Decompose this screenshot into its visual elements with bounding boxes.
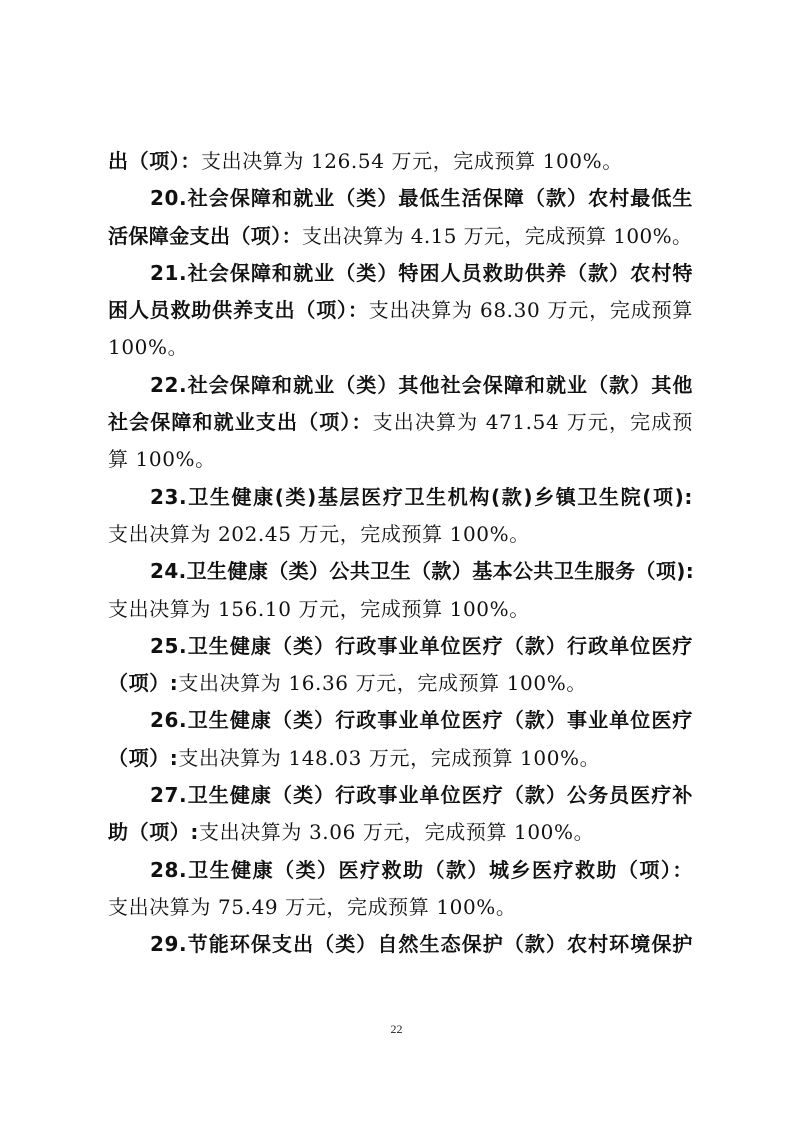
text-line [108,218,693,255]
line-heading: 社会保障和就业支出（项）： [108,410,373,435]
line-heading: 29.节能环保支出（类）自然生态保护（款）农村环境保护 [150,932,693,957]
line-heading: 困人员救助供养支出（项）： [108,298,369,323]
text-line [108,889,693,926]
line-heading: 20.社会保障和就业（类）最低生活保障（款）农村最低生 [150,186,693,211]
line-text: 支出决算为 68.30 万元，完成预算 [368,298,693,323]
line-heading: 24.卫生健康（类）公共卫生（款）基本公共卫生服务（项): [150,559,695,584]
line-text: 100%。 [108,335,189,360]
text-line [108,740,693,777]
text-line [108,329,693,366]
text-line [108,702,693,739]
text-line [108,441,693,478]
text-line [108,814,693,851]
text-line [108,516,693,553]
line-heading: 出（项）： [108,149,201,173]
text-line [108,143,693,180]
line-text: 支出决算为 3.06 万元，完成预算 100%。 [199,820,595,845]
text-line [108,404,693,441]
line-heading: 25.卫生健康（类）行政事业单位医疗（款）行政单位医疗 [150,633,693,658]
line-heading: 28.卫生健康（类）医疗救助（款）城乡医疗救助（项）： [150,857,693,882]
text-line [108,777,693,814]
line-heading: 助（项）: [108,820,199,845]
text-line [108,255,693,292]
text-line [108,628,693,665]
page-number: 22 [390,1022,403,1036]
text-line [108,591,693,628]
text-line [108,553,693,590]
line-heading: 22.社会保障和就业（类）其他社会保障和就业（款）其他 [150,372,693,397]
line-heading: 21.社会保障和就业（类）特困人员救助供养（款）农村特 [150,260,693,285]
line-text: 支出决算为 156.10 万元，完成预算 100%。 [108,596,530,621]
body-text [108,143,693,964]
text-line [108,665,693,702]
text-line [108,926,693,963]
line-text: 算 100%。 [108,447,216,472]
line-heading: 27.卫生健康（类）行政事业单位医疗（款）公务员医疗补 [150,783,693,808]
line-text: 支出决算为 202.45 万元，完成预算 100%。 [108,521,530,546]
line-heading: 26.卫生健康（类）行政事业单位医疗（款）事业单位医疗 [150,708,693,733]
line-text: 支出决算为 126.54 万元，完成预算 100%。 [201,149,623,173]
text-line [108,852,693,889]
line-heading: 活保障金支出（项）： [108,223,302,248]
line-heading: （项）: [108,671,179,696]
line-text: 支出决算为 471.54 万元，完成预 [372,410,693,435]
line-text: 支出决算为 148.03 万元，完成预算 100%。 [178,745,601,770]
text-line [108,479,693,516]
line-heading: （项）: [108,745,179,770]
text-line [108,180,693,217]
line-text: 支出决算为 75.49 万元，完成预算 100%。 [108,894,517,919]
line-heading: 23.卫生健康(类)基层医疗卫生机构(款)乡镇卫生院(项): [150,484,693,509]
text-line [108,367,693,404]
line-text: 支出决算为 4.15 万元，完成预算 100%。 [302,223,693,248]
line-text: 支出决算为 16.36 万元，完成预算 100%。 [178,671,587,696]
text-line [108,292,693,329]
